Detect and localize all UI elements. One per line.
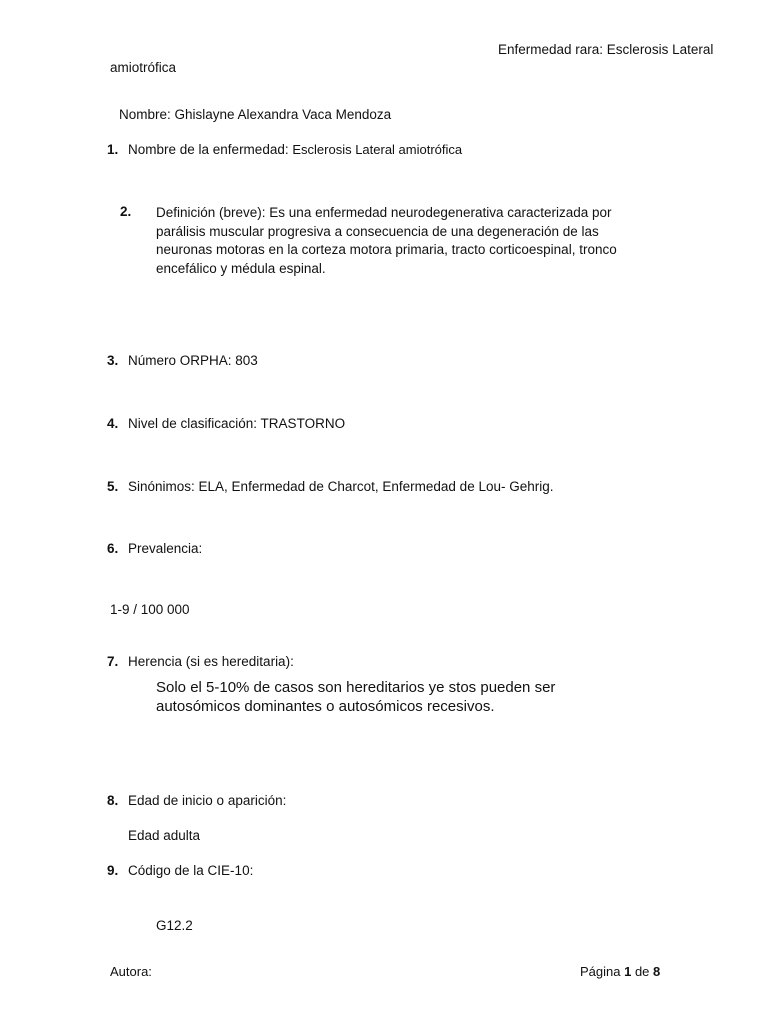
item-number: 8. [107,793,119,808]
item-icd10 [107,863,253,878]
item-label: Nombre de la enfermedad: [128,142,293,157]
item-orpha [107,353,258,368]
item-synonyms [107,479,554,494]
item-text: Edad de inicio o aparición: [128,793,287,808]
page-number [580,964,660,979]
footer-author: Autora: [110,964,152,979]
author-name: Nombre: Ghislayne Alexandra Vaca Mendoza [119,107,392,122]
item-definition [120,204,640,278]
item-text: Número ORPHA: 803 [128,353,258,368]
prevalence-value: 1-9 / 100 000 [110,602,190,617]
page-total: 8 [653,964,661,979]
item-text: Nivel de clasificación: TRASTORNO [128,416,346,431]
item-text: Sinónimos: ELA, Enfermedad de Charcot, Enfermedad de Lou- Gehrig. [128,479,554,494]
item-text: Herencia (si es hereditaria): [128,654,294,669]
item-number: 1. [107,142,119,157]
item-number: 6. [107,541,119,556]
item-classification [107,416,345,431]
item-onset-age [107,793,286,808]
item-number: 9. [107,863,119,878]
page-current: 1 [624,964,632,979]
item-text: Prevalencia: [128,541,203,556]
item-prevalence [107,541,202,556]
item-disease-name [107,142,462,157]
item-text: Código de la CIE-10: [128,863,254,878]
item-number: 2. [120,204,132,219]
inheritance-value: Solo el 5-10% de casos son hereditarios ye stos pueden ser autosómicos dominantes o autosómicos recesivos. [156,679,556,715]
item-number: 4. [107,416,119,431]
icd10-value: G12.2 [156,918,193,933]
item-value: Esclerosis Lateral amiotrófica [292,142,463,157]
item-number: 5. [107,479,119,494]
page-mid: de [631,964,654,979]
header-title: Enfermedad rara: Esclerosis Lateral [498,42,714,57]
item-inheritance [107,654,294,669]
item-number: 7. [107,654,119,669]
item-number: 3. [107,353,119,368]
page-prefix: Página [580,964,625,979]
definition-text: Definición (breve): Es una enfermedad neurodegenerativa caracterizada por parálisis muscular progresiva a consecuencia de una degeneración de las neuronas motoras en la corteza motora primaria, tracto corticoespinal, tronco encefálico y médula espinal. [156,205,617,276]
header-title-continuation: amiotrófica [110,60,177,75]
onset-age-value: Edad adulta [128,828,201,843]
